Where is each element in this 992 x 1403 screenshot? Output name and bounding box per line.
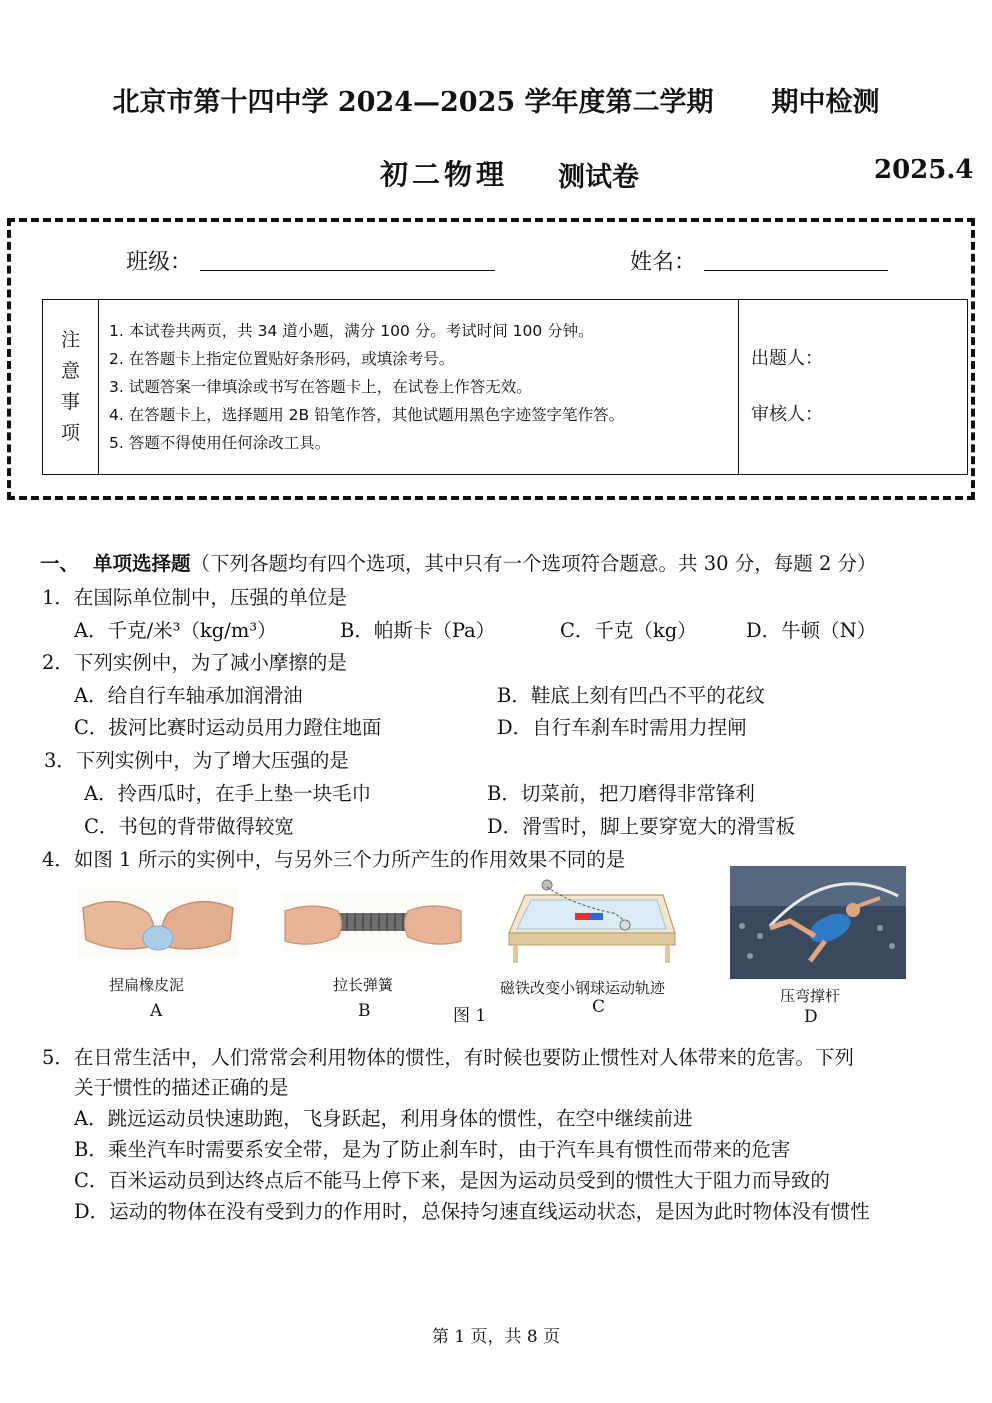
option-a: A．千克/米³（kg/m³） [74,619,277,642]
figure-b-stretch-spring [283,893,463,953]
name-field[interactable] [704,270,888,271]
figure-caption-a: 捏扁橡皮泥 [109,976,185,994]
figure-caption-b: 拉长弹簧 [333,976,394,994]
figure-letter-a: A [150,1001,163,1021]
option-c: C．拔河比赛时运动员用力蹬住地面 [74,716,382,739]
option-b: B．帕斯卡（Pa） [340,619,496,642]
figure-caption-c: 磁铁改变小钢球运动轨迹 [500,979,666,997]
school-term: 北京市第十四中学 2024—2025 学年度第二学期 [112,87,714,118]
page-number: 第 1 页，共 8 页 [431,1327,561,1347]
notice-side [739,300,968,475]
question-stem: 3．下列实例中，为了增大压强的是 [44,749,349,772]
question-stem: 5．在日常生活中，人们常常会利用物体的惯性，有时候也要防止惯性对人体带来的危害。下列 [42,1046,854,1069]
option-d: D．自行车刹车时需用力捏闸 [497,716,747,739]
option-d: D．滑雪时，脚上要穿宽大的滑雪板 [487,815,796,838]
notice-item: 5. 答题不得使用任何涂改工具。 [109,434,331,452]
notice-item: 3. 试题答案一律填涂或书写在答题卡上，在试卷上作答无效。 [109,378,532,396]
figure-letter-b: B [358,1001,371,1021]
option-b: B．乘坐汽车时需要系安全带，是为了防止刹车时，由于汽车具有惯性而带来的危害 [74,1138,791,1161]
reviewer-label: 审核人： [751,404,823,425]
option-b: B．鞋底上刻有凹凸不平的花纹 [497,684,765,707]
option-a: A．拎西瓜时，在手上垫一块毛巾 [84,782,372,805]
notice-heading: 注 意 事 项 [43,300,99,475]
option-c: C．百米运动员到达终点后不能马上停下来，是因为运动员受到的惯性大于阻力而导致的 [74,1169,830,1192]
exam-date: 2025.4 [874,155,974,185]
question-stem: 4．如图 1 所示的实例中，与另外三个力所产生的作用效果不同的是 [42,848,626,871]
notice-item: 4. 在答题卡上，选择题用 2B 铅笔作答，其他试题用黑色字迹签字笔作答。 [109,406,625,424]
option-b: B．切菜前，把刀磨得非常锋利 [487,782,755,805]
notice-table [42,299,968,475]
subject-title: 初二物理 [380,158,509,191]
exam-name: 期中检测 [771,87,880,118]
figure-caption-d: 压弯撑杆 [780,987,841,1005]
question-stem-cont: 关于惯性的描述正确的是 [74,1076,289,1099]
notice-item: 2. 在答题卡上指定位置贴好条形码，或填涂考号。 [109,350,455,368]
option-c: C．千克（kg） [560,619,697,642]
figure-label: 图 1 [453,1006,487,1026]
question-stem: 2．下列实例中，为了减小摩擦的是 [42,651,347,674]
option-d: D．牛顿（N） [746,619,877,642]
paper-type: 测试卷 [558,162,639,193]
notice-item: 1. 本试卷共两页，共 34 道小题，满分 100 分。考试时间 100 分钟。 [109,322,594,340]
figure-c-magnet-ball [503,873,678,973]
option-c: C．书包的背带做得较宽 [84,815,294,838]
figure-letter-d: D [804,1007,818,1027]
setter-label: 出题人： [751,348,823,369]
figure-letter-c: C [592,997,606,1017]
class-field[interactable] [200,270,495,271]
question-stem: 1．在国际单位制中，压强的单位是 [42,586,347,609]
figure-a-squeeze-clay [78,888,238,958]
section-heading: 一、 单项选择题（下列各题均有四个选项，其中只有一个选项符合题意。共 30 分，每题 2 分） [40,552,877,575]
class-label: 班级： [126,250,193,275]
option-a: A．给自行车轴承加润滑油 [74,684,303,707]
name-label: 姓名： [630,250,697,275]
option-a: A．跳远运动员快速助跑，飞身跃起，利用身体的惯性，在空中继续前进 [74,1107,693,1130]
exam-title [0,80,992,119]
option-d: D．运动的物体在没有受到力的作用时，总保持匀速直线运动状态，是因为此时物体没有惯性 [74,1200,870,1223]
figure-d-pole-vault [730,866,906,979]
notice-list [99,300,739,475]
